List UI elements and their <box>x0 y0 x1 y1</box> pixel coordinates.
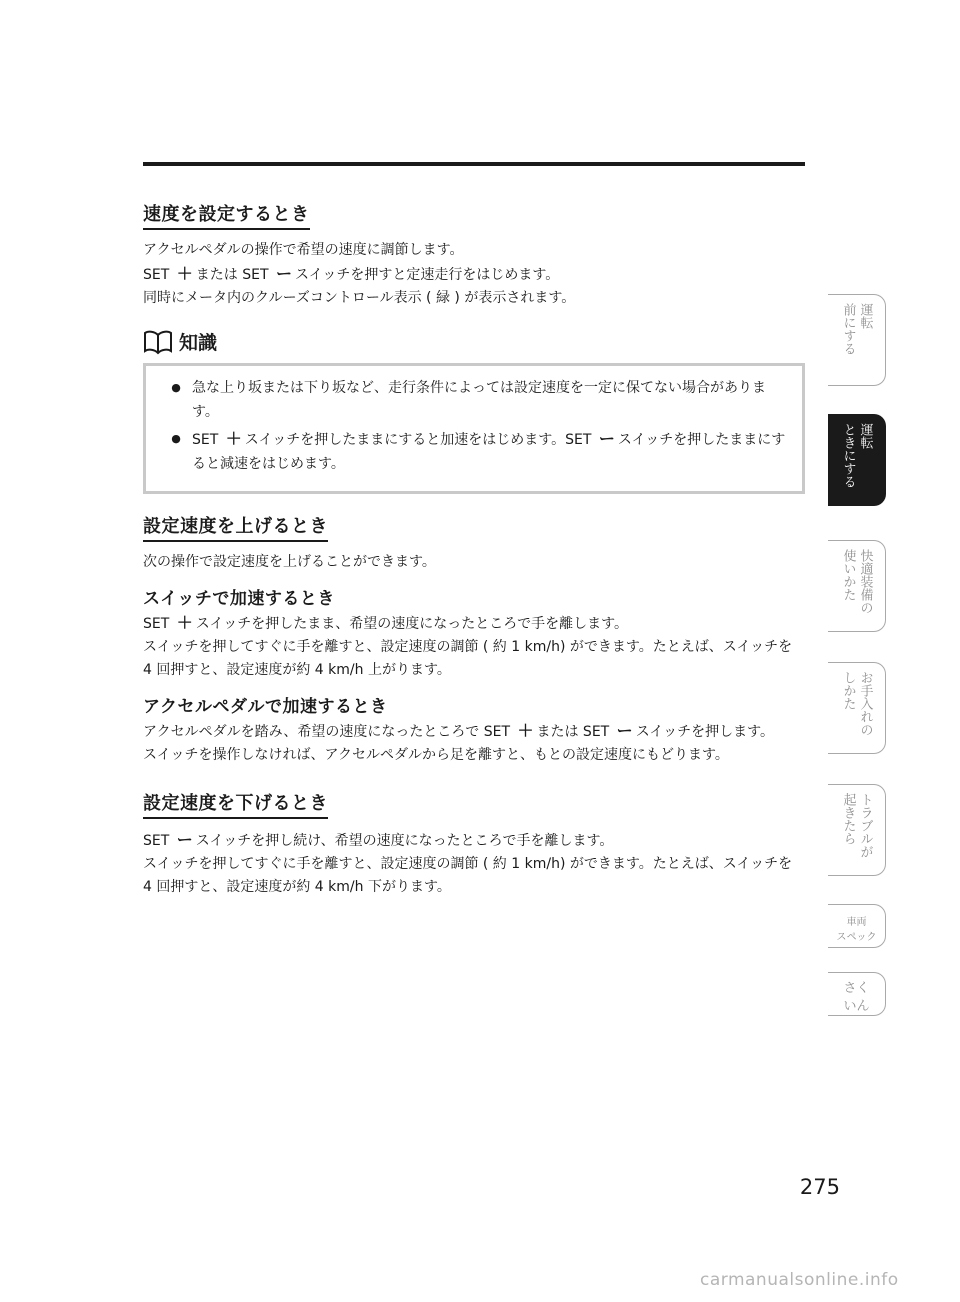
paragraph: スイッチを押してすぐに手を離すと、設定速度の調節 ( 約 1 km/h) ができます。たとえば、スイッチを 4 回押すと、設定速度が約 4 km/h 下がります。 <box>143 856 793 895</box>
knowledge-title: 知識 <box>179 332 218 354</box>
list-item: ● 急な上り坂または下り坂など、走行条件によっては設定速度を一定に保てない場合があります。 <box>160 376 786 424</box>
paragraph: アクセルペダルを踏み、希望の速度になったところで SET ＋ または SET ー スイッチを押します。 <box>143 721 775 740</box>
section-title-set-speed: 速度を設定するとき <box>143 200 310 230</box>
subsection-title-switch-accel: スイッチで加速するとき <box>143 589 335 609</box>
plus-icon: ＋ <box>176 613 193 632</box>
tab-index[interactable]: さく いん <box>828 972 886 1016</box>
tab-trouble[interactable]: トラブルが 起きたら <box>828 784 886 876</box>
paragraph: SET ー スイッチを押し続け、希望の速度になったところで手を離します。 <box>143 830 614 849</box>
book-icon <box>143 329 173 355</box>
paragraph: 同時にメータ内のクルーズコントロール表示 ( 緑 ) が表示されます。 <box>143 290 576 306</box>
minus-icon: ー <box>176 830 193 849</box>
tab-before-driving[interactable]: 運転 前にする <box>828 294 886 386</box>
minus-icon: ー <box>616 721 633 740</box>
paragraph: 次の操作で設定速度を上げることができます。 <box>143 554 436 570</box>
tab-comfort-equipment[interactable]: 快適装備の 使いかた <box>828 540 886 632</box>
tab-vehicle-spec[interactable]: 車両 スペック <box>828 904 886 948</box>
section-title-speed-down: 設定速度を下げるとき <box>143 789 328 819</box>
paragraph: アクセルペダルの操作で希望の速度に調節します。 <box>143 242 464 258</box>
main-content <box>143 200 805 899</box>
page-number: 275 <box>799 1175 840 1199</box>
paragraph: スイッチを押してすぐに手を離すと、設定速度の調節 ( 約 1 km/h) ができます。たとえば、スイッチを 4 回押すと、設定速度が約 4 km/h 上がります。 <box>143 639 793 678</box>
plus-icon: ＋ <box>176 264 193 283</box>
plus-icon: ＋ <box>225 429 242 448</box>
top-rule <box>143 162 805 166</box>
list-item: ● SET ＋ スイッチを押したままにすると加速をはじめます。SET ー スイッチを押したままにすると減速をはじめます。 <box>160 427 786 476</box>
bullet-icon: ● <box>171 432 181 445</box>
knowledge-box <box>143 363 805 494</box>
bullet-icon: ● <box>171 381 181 394</box>
paragraph: スイッチを操作しなければ、アクセルペダルから足を離すと、もとの設定速度にもどります。 <box>143 747 729 763</box>
minus-icon: ー <box>275 264 292 283</box>
paragraph: SET ＋ スイッチを押したまま、希望の速度になったところで手を離します。 <box>143 613 628 632</box>
minus-icon: ー <box>598 429 615 448</box>
tab-maintenance[interactable]: お手入れの しかた <box>828 662 886 754</box>
subsection-title-pedal-accel: アクセルペダルで加速するとき <box>143 697 388 717</box>
watermark: carmanualsonline.info <box>700 1270 899 1290</box>
tab-while-driving[interactable]: 運転 ときにする <box>828 414 886 506</box>
plus-icon: ＋ <box>517 721 534 740</box>
paragraph: SET ＋ または SET ー スイッチを押すと定速走行をはじめます。 <box>143 264 560 283</box>
section-title-speed-up: 設定速度を上げるとき <box>143 512 328 542</box>
knowledge-header <box>143 328 805 355</box>
